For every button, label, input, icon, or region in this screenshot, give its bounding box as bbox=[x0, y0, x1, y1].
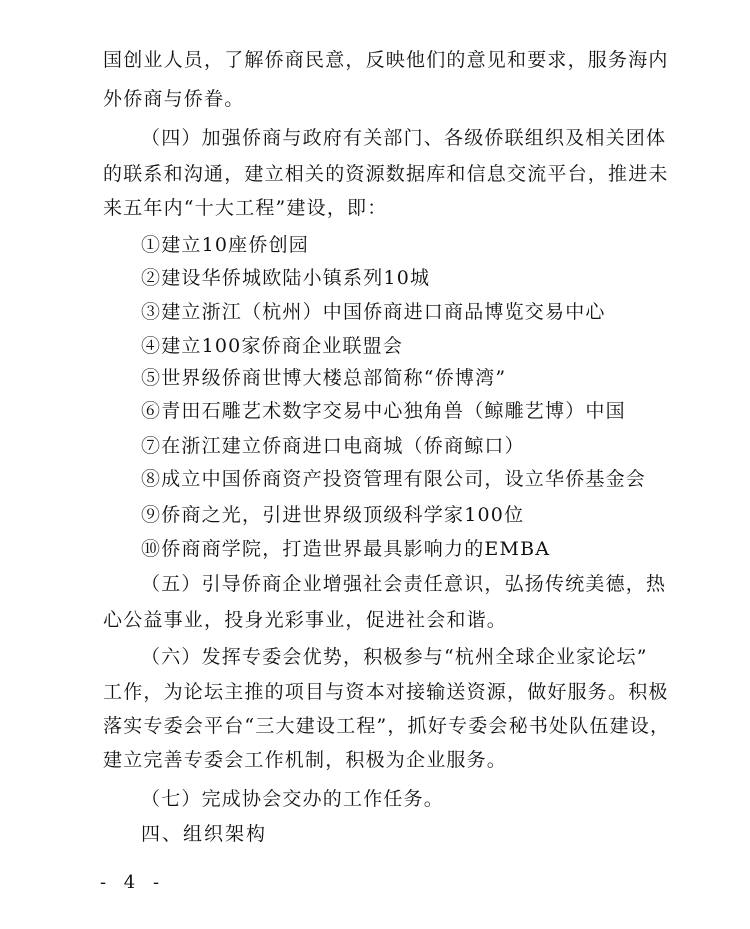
paragraph-5-line-2: 心公益事业，投身光彩事业，促进社会和谐。 bbox=[103, 609, 508, 631]
project-item-6: ⑥青田石雕艺术数字交易中心独角兽（鲸雕艺博）中国 bbox=[141, 400, 626, 422]
page-number: - 4 - bbox=[100, 872, 166, 893]
project-item-10: ⑩侨商商学院，打造世界最具影响力的EMBA bbox=[141, 538, 551, 560]
paragraph-3-line-2: 外侨商与侨眷。 bbox=[103, 88, 245, 110]
project-item-1: ①建立10座侨创园 bbox=[141, 234, 309, 256]
project-item-7: ⑦在浙江建立侨商进口电商城（侨商鲸口） bbox=[141, 435, 525, 457]
paragraph-4-line-2: 的联系和沟通，建立相关的资源数据库和信息交流平台，推进未 bbox=[103, 163, 669, 185]
project-item-4: ④建立100家侨商企业联盟会 bbox=[141, 335, 404, 357]
paragraph-5-line-1: （五）引导侨商企业增强社会责任意识，弘扬传统美德，热 bbox=[141, 573, 667, 595]
paragraph-6-line-4: 建立完善专委会工作机制，积极为企业服务。 bbox=[103, 749, 508, 771]
paragraph-4-line-3: 来五年内“十大工程”建设，即： bbox=[103, 197, 388, 219]
project-item-3: ③建立浙江（杭州）中国侨商进口商品博览交易中心 bbox=[141, 301, 606, 323]
paragraph-7-line-1: （七）完成协会交办的工作任务。 bbox=[141, 788, 445, 810]
paragraph-6-line-1: （六）发挥专委会优势，积极参与“杭州全球企业家论坛” bbox=[141, 646, 648, 668]
project-item-9: ⑨侨商之光，引进世界级顶级科学家100位 bbox=[141, 504, 525, 526]
paragraph-3-line-1: 国创业人员，了解侨商民意，反映他们的意见和要求，服务海内 bbox=[103, 49, 669, 71]
paragraph-6-line-2: 工作，为论坛主推的项目与资本对接输送资源，做好服务。积极 bbox=[103, 681, 669, 703]
project-item-8: ⑧成立中国侨商资产投资管理有限公司，设立华侨基金会 bbox=[141, 468, 647, 490]
project-item-5: ⑤世界级侨商世博大楼总部简称“侨博湾” bbox=[141, 367, 507, 389]
paragraph-4-line-1: （四）加强侨商与政府有关部门、各级侨联组织及相关团体 bbox=[141, 127, 667, 149]
paragraph-6-line-3: 落实专委会平台“三大建设工程”，抓好专委会秘书处队伍建设， bbox=[103, 715, 671, 737]
project-item-2: ②建设华侨城欧陆小镇系列10城 bbox=[141, 267, 431, 289]
section-heading-organization: 四、组织架构 bbox=[141, 823, 268, 845]
